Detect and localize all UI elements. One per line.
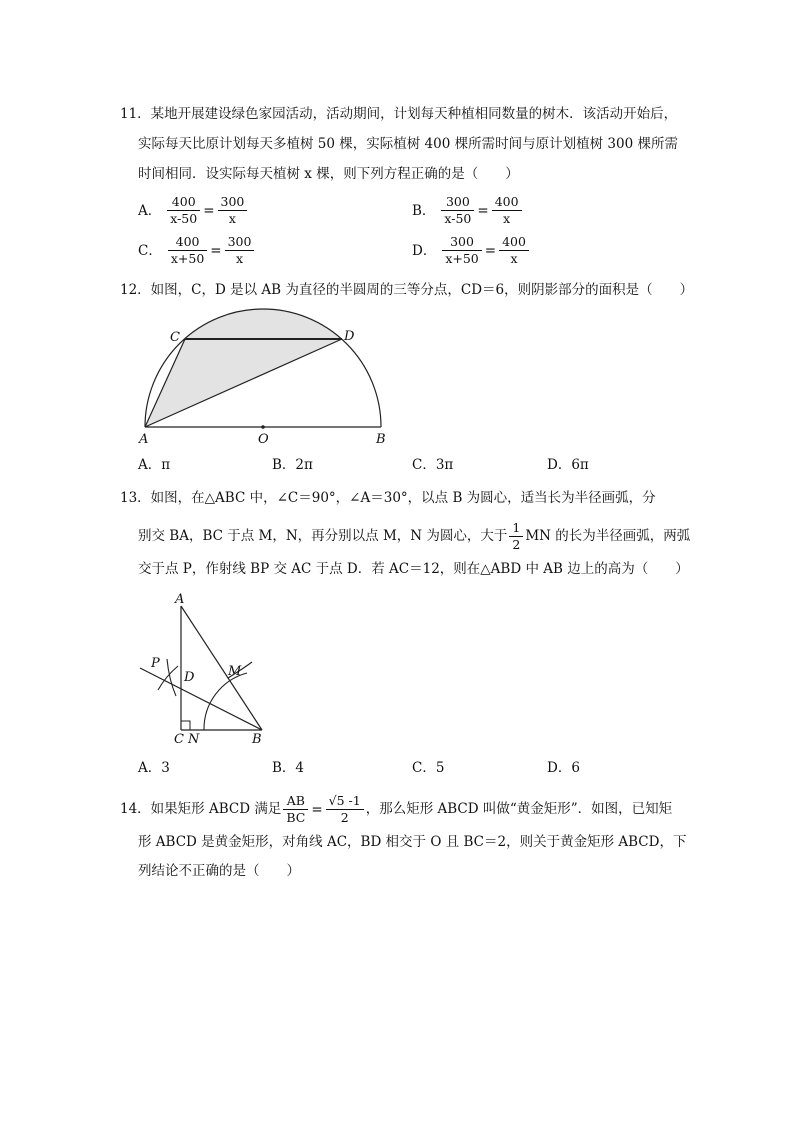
q13-ray-bp xyxy=(140,668,262,730)
fraction-left: $\frac{300}{x-50}$ xyxy=(441,194,474,227)
q14-stem-line-1: 14．如果矩形 ABCD 满足 $\frac{AB}{BC}$ = $\frac{√5 -1}{2}$ ，那么矩形 ABCD 叫做“黄金矩形”．如图，已知矩 xyxy=(120,793,673,825)
q12-semicircle-figure xyxy=(130,305,400,450)
fraction-right: $\frac{300}{x}$ xyxy=(225,234,255,267)
fraction-left: $\frac{300}{x+50}$ xyxy=(442,234,481,267)
fraction-left: $\frac{400}{x-50}$ xyxy=(167,194,200,227)
q14-fraction-ab-bc: $\frac{AB}{BC}$ xyxy=(283,793,308,826)
fraction-right: $\frac{400}{x}$ xyxy=(499,234,529,267)
q14-stem-line-2: 形 ABCD 是黄金矩形，对角线 AC，BD 相交于 O 且 BC＝2，则关于黄金矩形 ABCD，下 xyxy=(138,834,687,850)
q12-center-dot xyxy=(261,425,265,429)
q11-option-b[interactable]: B． $\frac{300}{x-50}$ = $\frac{400}{x}$ xyxy=(412,194,524,227)
q12-shaded-region xyxy=(145,309,342,427)
q12-label-o: O xyxy=(258,432,269,447)
q13-stem-line-1: 13．如图，在△ABC 中，∠C＝90°，∠A＝30°，以点 B 为圆心，适当长为半径画弧，分 xyxy=(120,490,656,506)
q12-option-d[interactable]: D．6π xyxy=(547,457,589,473)
q13-label-c: C xyxy=(174,732,184,745)
q13-option-c[interactable]: C．5 xyxy=(412,760,445,776)
q13-option-b[interactable]: B．4 xyxy=(272,760,305,776)
q13-stem-line-3: 交于点 P，作射线 BP 交 AC 于点 D．若 AC＝12，则在△ABD 中 AB 边上的高为（ ） xyxy=(138,561,689,577)
q13-option-d[interactable]: D．6 xyxy=(547,760,580,776)
q13-fraction-half: $\frac{1}{2}$ xyxy=(509,520,523,553)
fraction-right: $\frac{400}{x}$ xyxy=(492,194,522,227)
q13-arc-from-p-1 xyxy=(167,659,176,696)
q13-label-b: B xyxy=(252,732,262,745)
q11-option-d[interactable]: D． $\frac{300}{x+50}$ = $\frac{400}{x}$ xyxy=(412,234,531,267)
q12-stem: 12．如图，C，D 是以 AB 为直径的半圆周的三等分点，CD＝6，则阴影部分的面积是（ ） xyxy=(120,282,694,298)
q13-label-p: P xyxy=(151,656,160,671)
q14-fraction-golden: $\frac{√5 -1}{2}$ xyxy=(326,793,364,826)
q13-side-ab xyxy=(181,606,262,730)
q13-arc-mn xyxy=(204,673,247,730)
q14-stem-line-3: 列结论不正确的是（ ） xyxy=(138,863,300,879)
q12-label-a: A xyxy=(139,432,149,447)
q13-triangle-figure xyxy=(130,585,280,745)
q12-label-c: C xyxy=(170,330,180,345)
q13-label-a: A xyxy=(175,592,185,607)
q13-label-m: M xyxy=(228,664,242,679)
q11-stem-line-3: 时间相同．设实际每天植树 x 棵，则下列方程正确的是（ ） xyxy=(138,166,519,182)
q13-label-d: D xyxy=(184,670,195,685)
q12-option-c[interactable]: C．3π xyxy=(412,457,454,473)
q11-stem-line-2: 实际每天比原计划每天多植树 50 棵，实际植树 400 棵所需时间与原计划植树 300 棵所需 xyxy=(138,136,678,152)
q12-label-b: B xyxy=(376,432,386,447)
q11-stem-line-1: 11．某地开展建设绿色家园活动，活动期间，计划每天种植相同数量的树木．该活动开始后， xyxy=(120,106,678,122)
fraction-left: $\frac{400}{x+50}$ xyxy=(168,234,207,267)
q13-option-a[interactable]: A．3 xyxy=(138,760,170,776)
q12-option-a[interactable]: A．π xyxy=(138,457,171,473)
q13-stem-line-2: 别交 BA，BC 于点 M，N，再分别以点 M，N 为圆心，大于 $\frac{1}{2}$ MN 的长为半径画弧，两弧 xyxy=(138,520,691,552)
q11-option-c[interactable]: C． $\frac{400}{x+50}$ = $\frac{300}{x}$ xyxy=(138,234,256,267)
q12-label-d: D xyxy=(344,329,355,344)
q12-option-b[interactable]: B．2π xyxy=(272,457,313,473)
q11-option-a[interactable]: A． $\frac{400}{x-50}$ = $\frac{300}{x}$ xyxy=(138,194,249,227)
q13-right-angle-mark xyxy=(181,721,190,730)
fraction-right: $\frac{300}{x}$ xyxy=(218,194,248,227)
q13-label-n: N xyxy=(188,732,200,745)
